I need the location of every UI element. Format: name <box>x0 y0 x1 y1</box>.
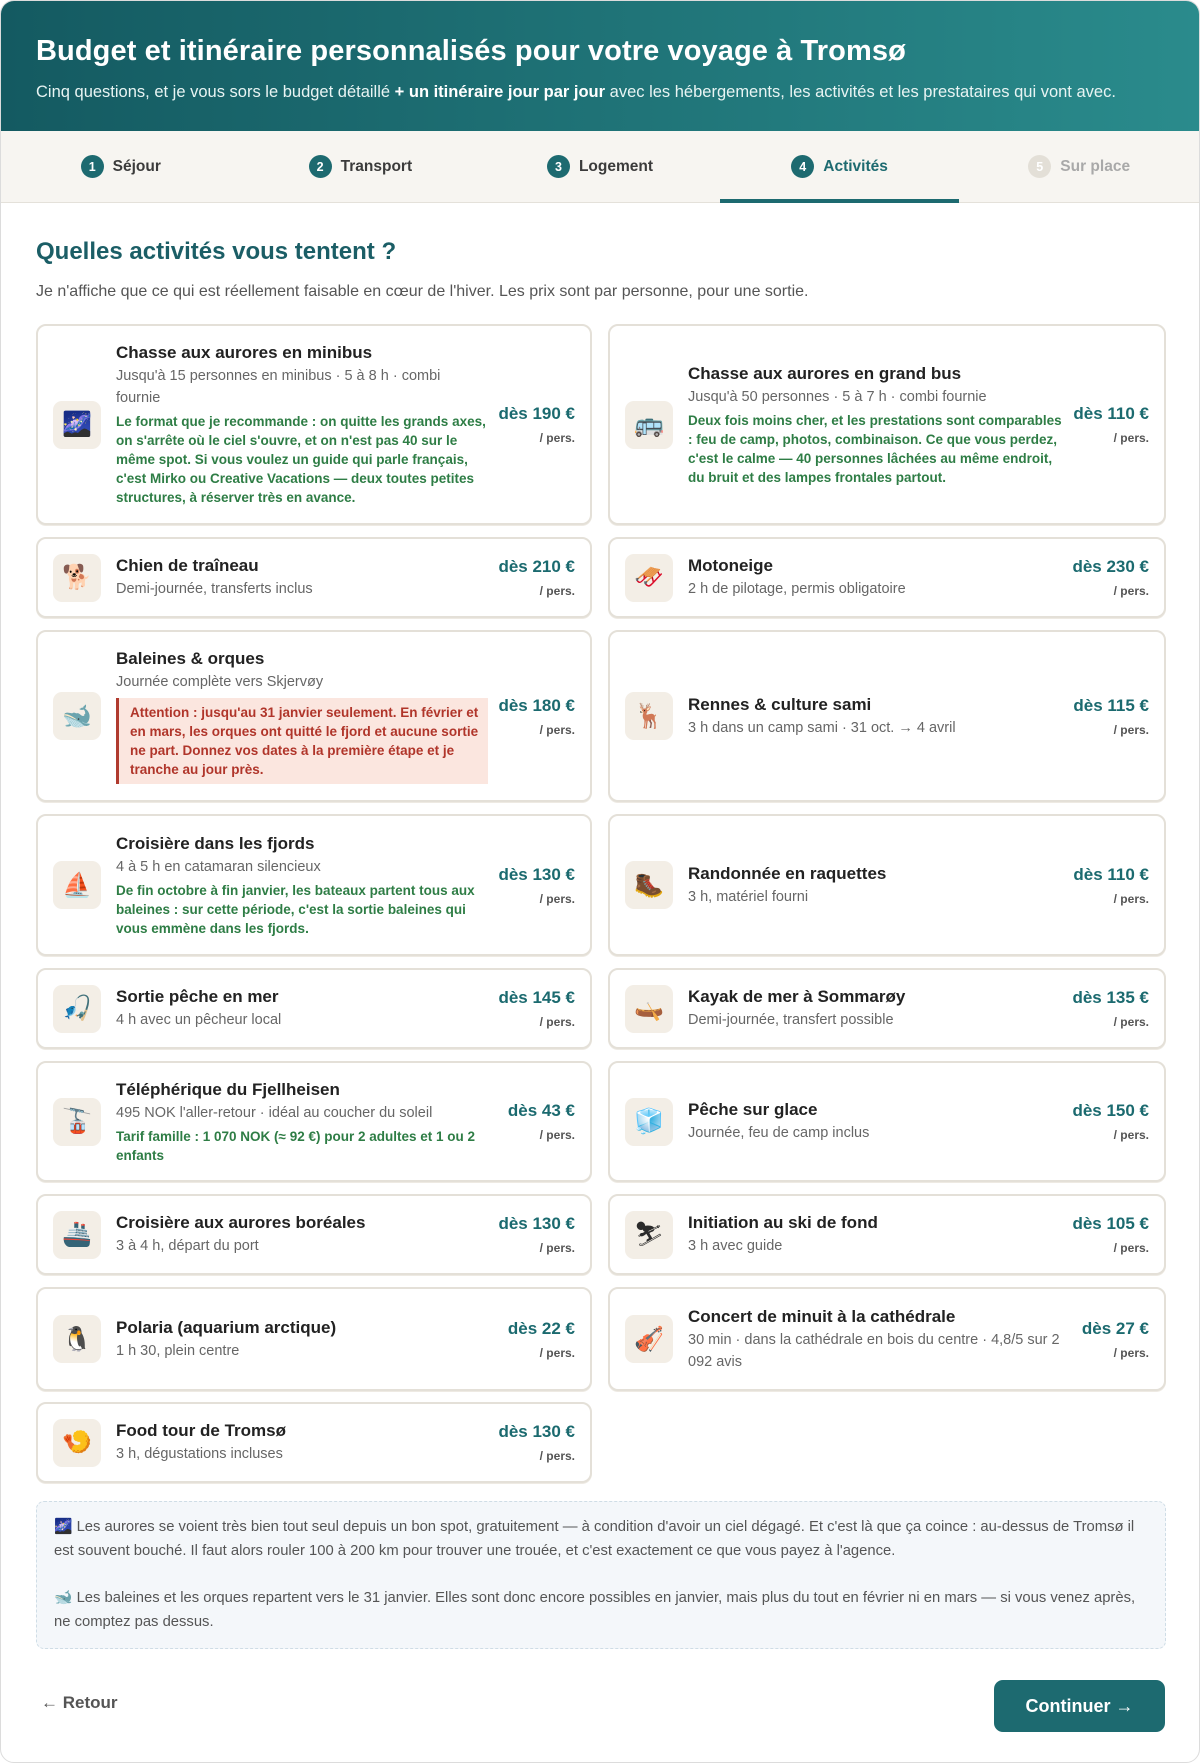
price-unit: / pers. <box>1113 1015 1149 1029</box>
ship-icon: 🚢 <box>53 1211 101 1259</box>
back-button[interactable]: ← Retour <box>41 1693 118 1712</box>
activity-card[interactable] <box>36 1287 592 1391</box>
activity-card[interactable] <box>36 537 592 618</box>
price-amount: dès 150 € <box>1072 1101 1149 1120</box>
activity-title: Baleines & orques <box>116 649 265 668</box>
activity-card[interactable] <box>36 630 592 802</box>
activity-body <box>688 986 1072 1031</box>
step-number: 2 <box>309 155 332 178</box>
activity-body <box>688 694 1073 739</box>
activity-title: Téléphérique du Fjellheisen <box>116 1079 340 1099</box>
activity-card[interactable] <box>608 968 1166 1049</box>
price-amount: dès 135 € <box>1072 988 1149 1007</box>
activity-note: Deux fois moins cher, et les prestations sont comparables : feu de camp, photos, combinaison. Ce que vous perdez, c'est le calme — 40 personnes lâchées au même endroit, du bruit et des lampes frontales partout. <box>688 412 1062 485</box>
activity-card[interactable] <box>608 1061 1166 1182</box>
activity-price <box>498 865 575 906</box>
activity-price <box>1072 557 1149 598</box>
activity-title: Croisière dans les fjords <box>116 833 315 853</box>
activity-title: Polaria (aquarium arctique) <box>116 1317 337 1337</box>
activity-card[interactable] <box>36 1402 592 1483</box>
info-aurora: 🌌 Les aurores se voient très bien tout seul depuis un bon spot, gratuitement — à condition d'avoir un ciel dégagé. Et c'est là que ça coince : au-dessus de Tromsø il est souvent bouché. Il faut alors rouler 100 à 200 km pour trouver une trouée, et c'est exactement ce que vous payez à l'agence. <box>54 1519 1135 1559</box>
activity-subtitle: 3 h, matériel fourni <box>688 888 809 905</box>
reindeer-icon: 🦌 <box>625 692 673 740</box>
price-amount: dès 130 € <box>498 864 575 884</box>
activity-body <box>116 342 498 507</box>
price-unit: / pers. <box>539 1345 575 1360</box>
activity-price <box>498 404 575 445</box>
step-number: 4 <box>791 155 814 178</box>
skier-icon: ⛷ <box>625 1211 673 1259</box>
activity-card[interactable] <box>36 968 592 1049</box>
activity-title: Kayak de mer à Sommarøy <box>688 987 906 1006</box>
activity-subtitle: 30 min · dans la cathédrale en bois du centre · 4,8/5 sur 2 092 avis <box>688 1331 1060 1370</box>
activity-subtitle: 1 h 30, plein centre <box>116 1342 240 1359</box>
page-title: Budget et itinéraire personnalisés pour votre voyage à Tromsø <box>36 35 906 67</box>
page-subtitle: Cinq questions, et je vous sors le budget détaillé + un itinéraire jour par jour avec les hébergements, les activités et les prestataires qui vont avec. <box>36 83 1116 101</box>
whale-icon: 🐋 <box>53 692 101 740</box>
step-number: 3 <box>547 155 570 178</box>
activity-subtitle: 495 NOK l'aller-retour · idéal au coucher du soleil <box>116 1104 433 1121</box>
activity-body <box>688 1099 1072 1144</box>
activity-price <box>1072 988 1149 1029</box>
price-unit: / pers. <box>539 431 575 445</box>
activity-card[interactable] <box>608 324 1166 525</box>
activity-price <box>1073 696 1149 737</box>
activity-card[interactable] <box>608 630 1166 802</box>
activity-card[interactable] <box>36 814 592 956</box>
cable-car-icon: 🚡 <box>53 1098 101 1146</box>
price-amount: dès 110 € <box>1073 404 1149 423</box>
activity-title: Food tour de Tromsø <box>116 1421 286 1440</box>
price-amount: dès 130 € <box>498 1214 575 1233</box>
price-unit: / pers. <box>539 1449 575 1463</box>
activity-card[interactable] <box>36 1061 592 1182</box>
activity-title: Concert de minuit à la cathédrale <box>688 1306 956 1326</box>
continue-button[interactable]: Continuer → <box>994 1680 1165 1732</box>
activity-body <box>688 363 1073 487</box>
activity-subtitle: 2 h de pilotage, permis obligatoire <box>688 581 906 597</box>
activity-subtitle: Demi-journée, transfert possible <box>688 1012 894 1028</box>
activity-title: Chasse aux aurores en minibus <box>116 343 373 362</box>
activity-title: Motoneige <box>688 556 773 575</box>
activity-price <box>508 1101 575 1142</box>
step-sur-place <box>959 131 1199 202</box>
activity-warning: Attention : jusqu'au 31 janvier seulement. En février et en mars, les orques ont quitté le fjord et aucune sortie ne part. Donnez vos dates à la première étape et je tranche au jour près. <box>116 698 488 784</box>
fishing-icon: 🎣 <box>53 985 101 1033</box>
bus-icon: 🚌 <box>625 401 673 449</box>
activity-price <box>1082 1319 1149 1360</box>
activity-subtitle: Journée, feu de camp inclus <box>688 1125 870 1141</box>
activity-body <box>116 833 498 938</box>
aurora-icon: 🌌 <box>54 1519 73 1535</box>
dog-icon: 🐕 <box>53 554 101 602</box>
activity-body <box>116 1420 498 1465</box>
header <box>1 1 1199 131</box>
price-unit: / pers. <box>1113 891 1149 906</box>
activity-note: Le format que je recommande : on quitte les grands axes, on s'arrête où le ciel s'ouvre, et on n'est pas 40 sur le même spot. Si vous voulez un guide qui parle français, c'est Mirko ou Creative Vacations — deux toutes petites structures, à réserver très en avance. <box>116 414 486 505</box>
section-title: Quelles activités vous tentent ? <box>36 238 397 265</box>
activity-price <box>498 988 575 1029</box>
price-unit: / pers. <box>539 1015 575 1029</box>
kayak-icon: 🛶 <box>625 985 673 1033</box>
activity-subtitle: Jusqu'à 50 personnes · 5 à 7 h · combi fournie <box>688 388 987 405</box>
activity-note: Tarif famille : 1 070 NOK (≈ 92 €) pour 2 adultes et 1 ou 2 enfants <box>116 1128 476 1163</box>
price-amount: dès 210 € <box>498 557 575 576</box>
price-amount: dès 115 € <box>1073 695 1149 715</box>
activity-price <box>498 1214 575 1255</box>
activity-price <box>1072 1214 1149 1255</box>
activity-title: Randonnée en raquettes <box>688 863 887 883</box>
activity-card[interactable] <box>36 324 592 525</box>
step-sejour[interactable] <box>1 131 241 202</box>
penguin-icon: 🐧 <box>53 1315 101 1363</box>
violin-icon: 🎻 <box>625 1315 673 1363</box>
activity-body <box>688 1306 1082 1373</box>
activity-title: Pêche sur glace <box>688 1100 818 1119</box>
activity-price <box>498 557 575 598</box>
price-amount: dès 230 € <box>1072 557 1149 576</box>
activity-body <box>116 1317 508 1362</box>
aurora-icon: 🌌 <box>53 401 101 449</box>
activity-body <box>116 1212 498 1257</box>
activity-card[interactable] <box>608 814 1166 956</box>
step-transport[interactable] <box>241 131 481 202</box>
price-amount: dès 180 € <box>498 695 575 715</box>
price-amount: dès 145 € <box>498 988 575 1007</box>
activity-price <box>1073 404 1149 445</box>
activity-title: Sortie pêche en mer <box>116 987 279 1006</box>
price-amount: dès 105 € <box>1072 1214 1149 1233</box>
activity-subtitle: Demi-journée, transferts inclus <box>116 581 313 597</box>
activity-body <box>688 1212 1072 1257</box>
activity-subtitle: 3 h avec guide <box>688 1238 783 1254</box>
activity-title: Rennes & culture sami <box>688 694 872 714</box>
activity-subtitle: 3 h dans un camp sami · 31 oct. → 4 avril <box>688 719 956 736</box>
activity-card[interactable] <box>608 1194 1166 1275</box>
price-unit: / pers. <box>539 891 575 906</box>
activity-price <box>508 1319 575 1360</box>
activity-card[interactable] <box>36 1194 592 1275</box>
shrimp-icon: 🍤 <box>53 1419 101 1467</box>
step-label: Activités <box>823 157 888 175</box>
activity-body <box>688 863 1073 908</box>
step-label: Sur place <box>1060 157 1131 175</box>
activity-subtitle: Jusqu'à 15 personnes en minibus · 5 à 8 h · combi fournie <box>116 368 441 406</box>
price-unit: / pers. <box>1113 584 1149 598</box>
price-amount: dès 27 € <box>1081 1318 1149 1338</box>
ice-icon: 🧊 <box>625 1098 673 1146</box>
activity-body <box>116 648 498 784</box>
activity-price <box>498 1422 575 1463</box>
step-activites[interactable] <box>720 131 960 202</box>
price-amount: dès 110 € <box>1073 864 1149 884</box>
price-unit: / pers. <box>539 1241 575 1255</box>
price-amount: dès 190 € <box>498 404 575 423</box>
price-unit: / pers. <box>539 584 575 598</box>
boot-icon: 🥾 <box>625 861 673 909</box>
price-unit: / pers. <box>539 1128 575 1142</box>
activity-subtitle: 3 à 4 h, départ du port <box>116 1238 259 1254</box>
activity-card[interactable] <box>608 1287 1166 1391</box>
info-box <box>36 1501 1166 1649</box>
main-content <box>1 238 1199 301</box>
activity-subtitle: 4 h avec un pêcheur local <box>116 1012 282 1028</box>
info-whale: 🐋 Les baleines et les orques repartent vers le 31 janvier. Elles sont donc encore possibles en janvier, mais plus du tout en février ni en mars — si vous venez après, ne comptez pas dessus. <box>54 1590 1136 1630</box>
activity-price <box>1073 865 1149 906</box>
activity-price <box>498 696 575 737</box>
price-unit: / pers. <box>1113 1128 1149 1142</box>
section-lead: Je n'affiche que ce qui est réellement faisable en cœur de l'hiver. Les prix sont par personne, pour une sortie. <box>36 283 809 300</box>
price-unit: / pers. <box>1113 1241 1149 1255</box>
price-unit: / pers. <box>539 722 575 737</box>
whale-icon: 🐋 <box>54 1590 73 1606</box>
activity-title: Initiation au ski de fond <box>688 1213 878 1232</box>
sailboat-icon: ⛵ <box>53 861 101 909</box>
activity-card[interactable] <box>608 537 1166 618</box>
activity-body <box>688 555 1072 600</box>
price-amount: dès 130 € <box>498 1422 575 1441</box>
activity-price <box>1072 1101 1149 1142</box>
snowmobile-icon: 🛷 <box>625 554 673 602</box>
step-label: Logement <box>578 157 654 175</box>
step-number: 5 <box>1028 155 1051 178</box>
activity-title: Chasse aux aurores en grand bus <box>688 363 962 383</box>
activity-note: De fin octobre à fin janvier, les bateaux partent tous aux baleines : sur cette période, c'est la sortie baleines qui vous emmène dans les fjords. <box>116 882 475 936</box>
activity-title: Chien de traîneau <box>116 556 259 575</box>
price-unit: / pers. <box>1113 1345 1149 1360</box>
price-amount: dès 22 € <box>507 1318 575 1338</box>
activity-subtitle: 4 à 5 h en catamaran silencieux <box>116 858 321 875</box>
activity-subtitle: 3 h, dégustations incluses <box>116 1446 283 1462</box>
activity-subtitle: Journée complète vers Skjervøy <box>116 674 324 690</box>
activity-body <box>116 555 498 600</box>
step-label: Séjour <box>112 157 161 175</box>
step-label: Transport <box>340 157 413 175</box>
activity-title: Croisière aux aurores boréales <box>116 1213 366 1232</box>
price-amount: dès 43 € <box>507 1101 575 1120</box>
price-unit: / pers. <box>1113 431 1149 445</box>
price-unit: / pers. <box>1113 722 1149 737</box>
activity-body <box>116 986 498 1031</box>
stepper <box>1 131 1199 203</box>
step-number: 1 <box>81 155 104 178</box>
activity-body <box>116 1079 508 1165</box>
step-logement[interactable] <box>480 131 720 202</box>
